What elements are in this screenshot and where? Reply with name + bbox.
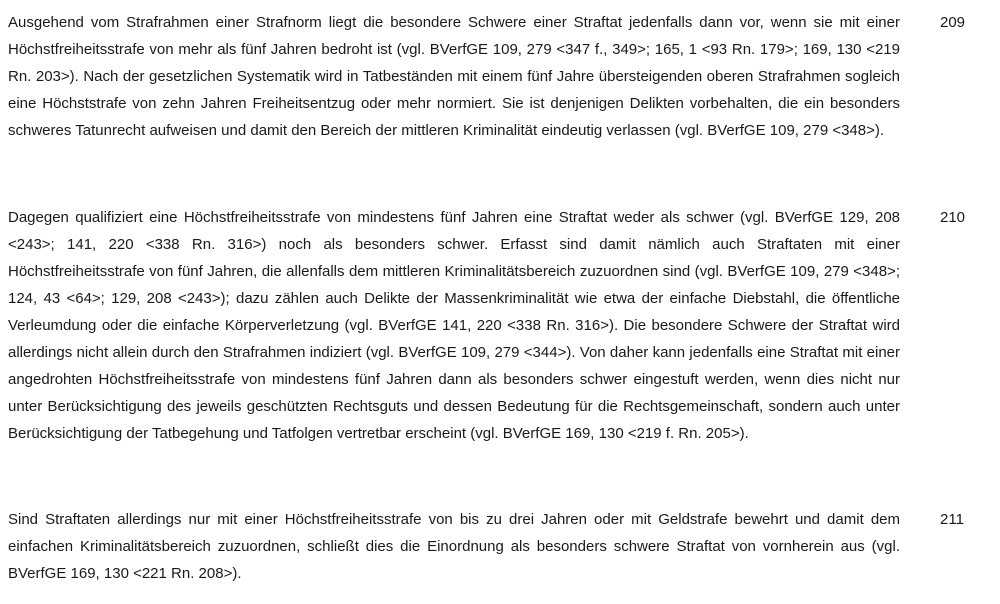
paragraph-number-209: 209 bbox=[940, 14, 966, 31]
paragraph-211: Sind Straftaten allerdings nur mit einer Höchstfreiheitsstrafe von bis zu drei Jahren oder mit Geldstrafe bewehrt und damit dem einfachen Kriminalitätsbereich zuzuordnen, schließt dies die Einordnung als besonders schwere Straftat von vornherein aus (vgl. BVerfGE 169, 130 <221 Rn. 208>). bbox=[8, 511, 900, 582]
paragraph-number-210: 210 bbox=[940, 209, 966, 226]
paragraph-number-211: 211 bbox=[940, 511, 964, 528]
paragraph-210: Dagegen qualifiziert eine Höchstfreiheitsstrafe von mindestens fünf Jahren eine Straftat weder als schwer (vgl. BVerfGE 129, 208 <243>; 141, 220 <338 Rn. 316>) noch als besonders schwer. Erfasst sind damit nämlich auch Straftaten mit einer Höchstfreiheitsstrafe von fünf Jahren, die allenfalls dem mittleren Kriminalitätsbereich zuzuordnen sind (vgl. BVerfGE 109, 279 <348>; 124, 43 <64>; 129, 208 <243>); dazu zählen auch Delikte der Massenkriminalität wie etwa der einfache Diebstahl, die öffentliche Verleumdung oder die einfache Körperverletzung (vgl. BVerfGE 141, 220 <338 Rn. 316>). Die besondere Schwere der Straftat wird allerdings nicht allein durch den Strafrahmen indiziert (vgl. BVerfGE 109, 279 <344>). Von daher kann jedenfalls eine Straftat mit einer angedrohten Höchstfreiheitsstrafe von mindestens fünf Jahren dann als besonders schwer eingestuft werden, wenn dies nicht nur unter Berücksichtigung des jeweils geschützten Rechtsguts und dessen Bedeutung für die Rechtsgemeinschaft, sondern auch unter Berücksichtigung der Tatbegehung und Tatfolgen vertretbar erscheint (vgl. BVerfGE 169, 130 <219 f. Rn. 205>). bbox=[8, 209, 900, 442]
paragraph-209: Ausgehend vom Strafrahmen einer Strafnorm liegt die besondere Schwere einer Straftat jedenfalls dann vor, wenn sie mit einer Höchstfreiheitsstrafe von mehr als fünf Jahren bedroht ist (vgl. BVerfGE 109, 279 <347 f., 349>; 165, 1 <93 Rn. 179>; 169, 130 <219 Rn. 203>). Nach der gesetzlichen Systematik wird in Tatbeständen mit einem fünf Jahre übersteigenden oberen Strafrahmen sogleich eine Höchststrafe von zehn Jahren Freiheitsentzug oder mehr normiert. Sie ist denjenigen Delikten vorbehalten, die ein besonders schweres Tatunrecht aufweisen und damit den Bereich der mittleren Kriminalität eindeutig verlassen (vgl. BVerfGE 109, 279 <348>). bbox=[8, 14, 900, 139]
